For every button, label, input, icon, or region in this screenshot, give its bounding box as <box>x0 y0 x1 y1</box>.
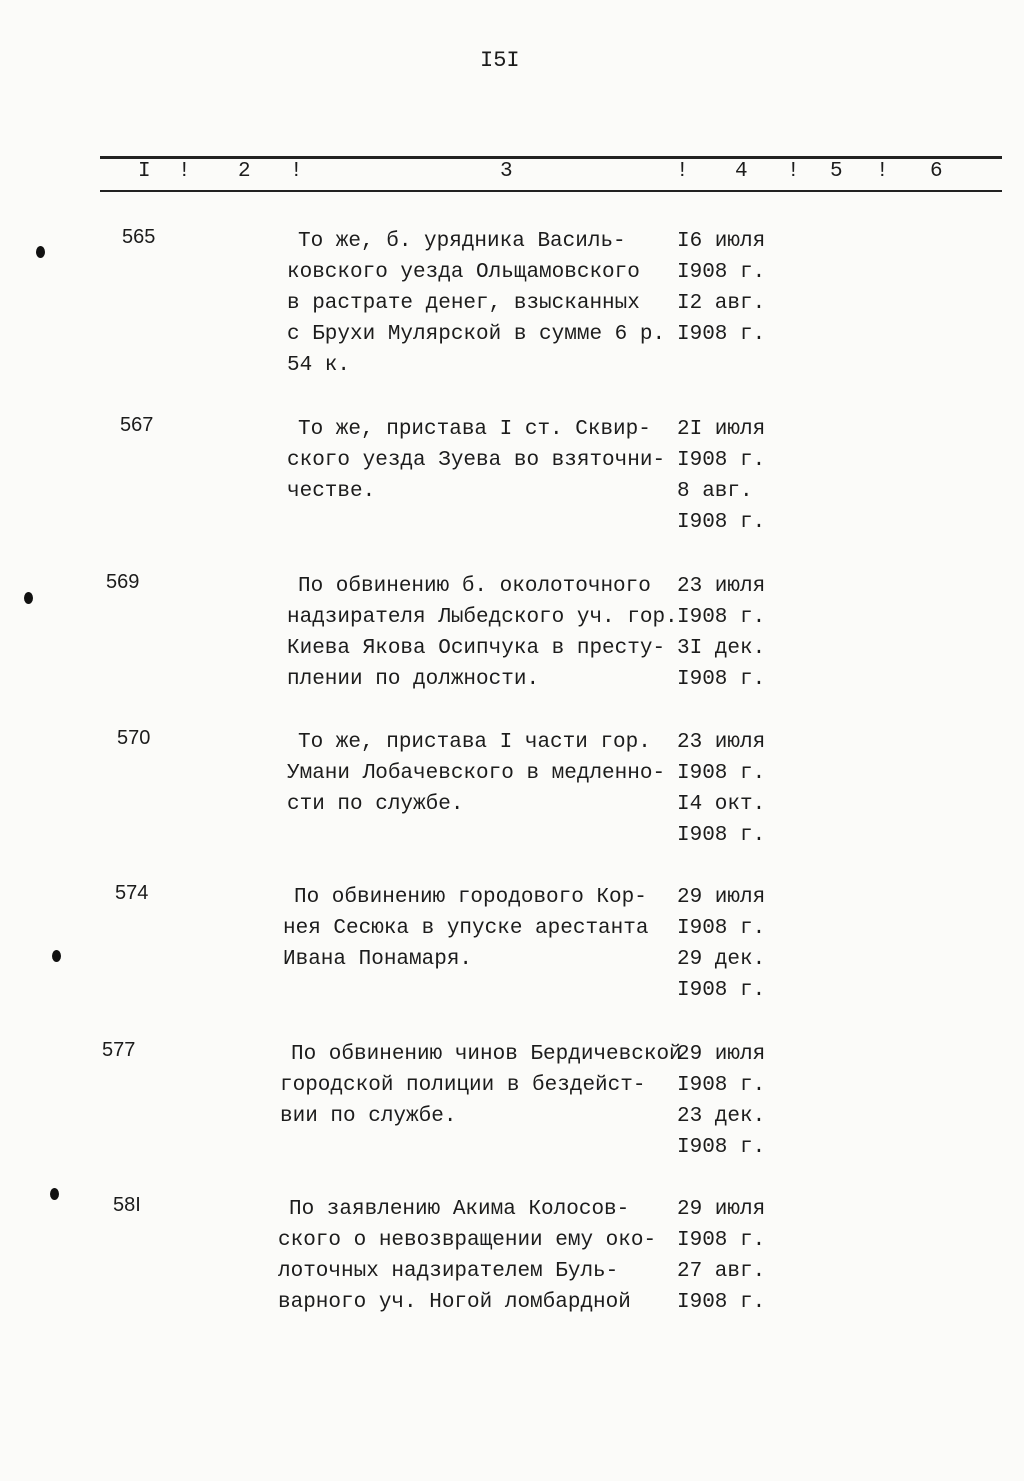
entry-number: 58I <box>113 1194 141 1216</box>
header-col-2: 2 <box>238 160 251 183</box>
date-line: 23 дек. <box>677 1105 766 1128</box>
description-line: нея Сесюка в упуске арестанта <box>283 917 649 940</box>
date-line: 23 июля <box>677 731 766 754</box>
date-line: I908 г. <box>677 449 766 472</box>
entry-dates <box>677 226 765 350</box>
description-line: ского о невозвращении ему око- <box>278 1229 657 1252</box>
entry-dates <box>677 882 765 1006</box>
date-line: 27 авг. <box>677 1260 766 1283</box>
entry-description <box>287 226 665 381</box>
date-line: I908 г. <box>677 824 766 847</box>
date-line: 2I июля <box>677 418 766 441</box>
entry-dates <box>677 1039 765 1163</box>
header-sep: ! <box>787 160 800 183</box>
description-line: варного уч. Ногой ломбардной <box>278 1291 631 1314</box>
header-col-5: 5 <box>830 160 843 183</box>
date-line: I2 авг. <box>677 292 766 315</box>
header-sep: ! <box>876 160 889 183</box>
header-bottom-rule <box>100 190 1002 192</box>
description-line: плении по должности. <box>287 668 540 691</box>
date-line: 8 авг. <box>677 480 753 503</box>
header-top-rule <box>100 156 1002 159</box>
hole-punch-mark <box>36 246 45 258</box>
description-line: 54 к. <box>287 354 351 377</box>
date-line: 29 июля <box>677 886 766 909</box>
date-line: I908 г. <box>677 917 766 940</box>
header-col-3: 3 <box>500 160 513 183</box>
date-line: I908 г. <box>677 762 766 785</box>
date-line: I908 г. <box>677 1074 766 1097</box>
date-line: I908 г. <box>677 511 766 534</box>
header-col-6: 6 <box>930 160 943 183</box>
description-line: надзирателя Лыбедского уч. гор. <box>287 606 678 629</box>
description-line: По обвинению б. околоточного <box>298 575 651 598</box>
description-line: честве. <box>287 480 376 503</box>
description-line: То же, б. урядника Василь- <box>298 230 626 253</box>
description-line: Киева Якова Осипчука в престу- <box>287 637 666 660</box>
description-line: ского уезда Зуева во взяточни- <box>287 449 666 472</box>
entry-number: 565 <box>122 226 156 248</box>
entry-number: 569 <box>106 571 140 593</box>
description-line: сти по службе. <box>287 793 464 816</box>
description-line: По обвинению городового Кор- <box>294 886 647 909</box>
date-line: I908 г. <box>677 1136 766 1159</box>
header-sep: ! <box>676 160 689 183</box>
date-line: 3I дек. <box>677 637 766 660</box>
date-line: I908 г. <box>677 668 766 691</box>
page-number: I5I <box>480 48 520 73</box>
entry-number: 577 <box>102 1039 136 1061</box>
hole-punch-mark <box>24 592 33 604</box>
date-line: I908 г. <box>677 1291 766 1314</box>
description-line: ковского уезда Ольщамовского <box>287 261 640 284</box>
header-sep: ! <box>178 160 191 183</box>
header-col-4: 4 <box>735 160 748 183</box>
entry-number: 570 <box>117 727 151 749</box>
description-line: в растрате денег, взысканных <box>287 292 640 315</box>
entry-dates <box>677 1194 765 1318</box>
date-line: 23 июля <box>677 575 766 598</box>
date-line: 29 июля <box>677 1043 766 1066</box>
entry-number: 567 <box>120 414 154 436</box>
description-line: городской полиции в бездейст- <box>280 1074 646 1097</box>
header-col-1: I <box>138 160 151 183</box>
entry-dates <box>677 571 765 695</box>
description-line: По заявлению Акима Колосов- <box>289 1198 630 1221</box>
entry-dates <box>677 727 765 851</box>
entry-number: 574 <box>115 882 149 904</box>
date-line: I908 г. <box>677 261 766 284</box>
entry-description <box>287 571 678 695</box>
description-line: лоточных надзирателем Буль- <box>278 1260 619 1283</box>
date-line: I908 г. <box>677 606 766 629</box>
date-line: I908 г. <box>677 979 766 1002</box>
header-sep: ! <box>290 160 303 183</box>
description-line: Умани Лобачевского в медленно- <box>287 762 666 785</box>
description-line: вии по службе. <box>280 1105 457 1128</box>
date-line: 29 дек. <box>677 948 766 971</box>
hole-punch-mark <box>52 950 61 962</box>
entry-description <box>287 414 665 507</box>
hole-punch-mark <box>50 1188 59 1200</box>
entry-description <box>287 727 665 820</box>
description-line: с Брухи Мулярской в сумме 6 р. <box>287 323 666 346</box>
date-line: I4 окт. <box>677 793 766 816</box>
entry-description <box>280 1039 682 1132</box>
date-line: I6 июля <box>677 230 766 253</box>
entry-description <box>283 882 648 975</box>
description-line: То же, пристава I ст. Сквир- <box>298 418 651 441</box>
entry-description <box>278 1194 656 1318</box>
date-line: I908 г. <box>677 323 766 346</box>
entry-dates <box>677 414 765 538</box>
description-line: По обвинению чинов Бердичевской <box>291 1043 682 1066</box>
description-line: То же, пристава I части гор. <box>298 731 651 754</box>
date-line: 29 июля <box>677 1198 766 1221</box>
date-line: I908 г. <box>677 1229 766 1252</box>
description-line: Ивана Понамаря. <box>283 948 473 971</box>
